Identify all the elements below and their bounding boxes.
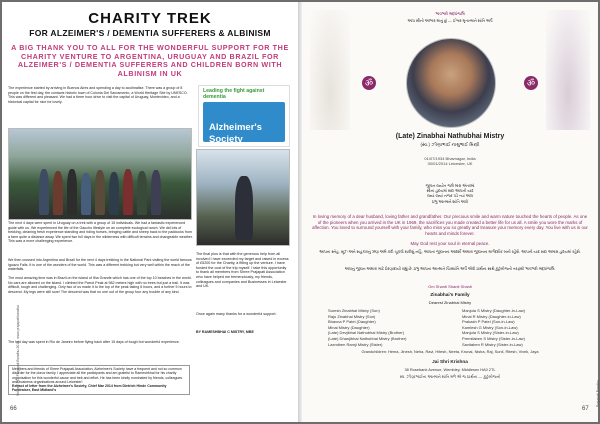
society-letter-text: Members and friends of Shree Prajapati Association, Alzheimer's Society have a frequent and not so common disorder for the donor family. I appreciate all the participants and am grateful to Rameshbhai for his charity organisation for this wonderful cause and trek and effort. He has been kindly nominated by friends, colleagues and business organisations around Leicester! [12, 367, 183, 384]
family-member: Bhavna P Patel (Daughter) [328, 319, 376, 325]
right-vertical-strip [589, 340, 600, 410]
trek-group-photo [8, 128, 192, 220]
fundraising-paragraph: The final plus is that with the generous help from all involved I have exceeded my target and raised in excess of £5200 for the Charity, a fitting up the venture. I have funded the cost of the trip myself. I take this opportunity to thank all members from Shree Prajapati Association who have helped me tremendously, my friends, colleagues and companies and Businesses in Leicester and UK. [196, 252, 289, 289]
family-member: (Late) Devjibhai Nathubhai Mistry (Brother) [328, 330, 405, 336]
deceased-name: (Late) Zinabhai Nathubhai Mistry [395, 133, 505, 140]
verse-line: સૌના હૃદયમાં સદા આપની યાદ [426, 189, 474, 194]
right-vertical-text: Prajapati Bandhu [596, 380, 600, 407]
family-member: Suresh Zinabhai Mistry (Son) [328, 308, 380, 313]
family-member: (Late) Dhanjibhai Nathubhai Mistry (Brother) [328, 335, 407, 341]
family-address: 38 Rosebank Avenue, Wembley, Middlesex HA0 2TL [404, 367, 496, 372]
intro-paragraph: The experience started by arriving in Buenos Aires and spending a day to acclimatise. There was a group of 8 people on the first day, the contacts historic town of Colonia Del Sacramento, a World Heritage Site by UNESCO. This was different and pleasant. We had a three hour drive to visit the capital of Uruguay, Montevideo, and a historical capital for nice for lovely. [8, 86, 188, 104]
om-symbol-right-icon: ॐ [524, 76, 538, 90]
om-symbol-left-icon: ॐ [362, 76, 376, 90]
article-title: CHARITY TREK [88, 10, 212, 27]
left-vertical-strip [4, 282, 20, 402]
logo-tagline: Leading the fight against dementia [203, 88, 265, 100]
deceased-name-gujarati: (સ્વ.) ઝીણાભાઈ નાથુભાઈ મિસ્ત્રી [420, 142, 480, 147]
memorial-verse [302, 184, 598, 205]
family-member: Laxmiben Ramji Mistry (Sister) [328, 341, 383, 347]
family-subheading: Dearest Zinabhai Mistry [428, 300, 472, 305]
logo-word-2: Society [209, 134, 243, 145]
memorial-tribute-english: In loving memory of a dear husband, loving father and grandfather. Our precious smile and warm nature touched the hearts of people. As one of the pioneers when you arrived in the UK in 1969, the sacrifices you made created a better life for us all. A smile you wore the marks of affection. You loved to surround yourself with your family, who miss you so greatly and treasure your memory every day. You live with us in our hearts and minds forever. [312, 214, 588, 236]
society-letter-box [8, 365, 190, 395]
waterfall-photo [196, 149, 290, 246]
article-subtitle: FOR ALZEIMER'S / DEMENTIA SUFFERERS & ALBINISM [29, 28, 271, 38]
jai-shri-krishna: Jai Shri Krishna [432, 359, 468, 364]
family-member: Kamlesh G Mistry (Son-in-Law) [462, 324, 518, 330]
family-member: Manjula S Mistry (Daughter-in-Law) [462, 308, 525, 313]
death-date: 30/01/2014 Leicester, UK [427, 161, 473, 166]
logo-word-1: Alzheimer's [209, 122, 262, 133]
page-number-left: 66 [10, 406, 17, 412]
portrait-photo [406, 38, 496, 128]
logo-mark [203, 102, 285, 145]
family-member: Savitaben R Mistry (Sister-in-Law) [462, 341, 523, 347]
family-list-right [462, 308, 582, 347]
thanks-paragraph: Once again many thanks for a wonderful support. [196, 312, 277, 316]
verse-line: જીવન જ્યોત જલે મારા અંતરમાં [425, 184, 475, 188]
grandchildren-line: Grandchildren: Hema, Jinesh, Neha, Ravi, Hitesh, Neeta, Krunal, Nisha, Raj, Sunil, Ritesh, Vivek, Jaya [361, 349, 539, 354]
family-member: Manjula S Mistry (Sister-in-Law) [462, 330, 519, 336]
trek-paragraph-3: The most amazing time was in Brazil on the island of Ilha Grande which has one of the top 10 beaches in the world. No cars are allowed on the island. I climbed the Parrot Peak at 982 meters high with no trees but just a trail. It was difficult, tough and challenging. Only two of us made it to the top of the peak taking 6 hours, and a further 5 hours to descend. My legs were still sore! The descend was that no one out of the group four any trouble of any kind. [8, 276, 192, 294]
author-signature: BY RAMESHBHAI C MISTRY, MBE [196, 330, 254, 334]
birth-date: 01/07/1934 Bhavnagar, India [424, 156, 476, 161]
life-dates [302, 156, 598, 166]
family-member: Minal R Mistry (Daughter-in-Law) [462, 313, 521, 319]
om-shanti-line: Om Shanti Shanti Shanti [428, 284, 472, 289]
family-member: Raju Zinabhai Mistry (Son) [328, 313, 376, 319]
left-vertical-text: Volume 26 · Prajapati Bandhu 2014, www.prajapatibandhu [16, 305, 20, 396]
trek-paragraph-4: The last day was spent in Rio de Janeiro before flying back after 15 days of tough but wonderful experience. [8, 340, 180, 344]
thank-you-banner: A BIG THANK YOU TO ALL FOR THE WONDERFUL SUPPORT FOR THE CHARITY VENTURE TO ARGENTINA, URUGUAY AND BRAZIL FOR ALZEIMER'S / DEMENTIA SUFFERERS AND CHILDREN BORN WITH ALBINISM IN UK [11, 43, 289, 78]
page-number-right: 67 [582, 406, 589, 412]
family-member: Prakash P Patel (Son-in-Law) [462, 319, 515, 325]
verse-line: જ્યાં જ્યાં નજર પડે ત્યાં આપ [426, 194, 474, 199]
family-member: Premilaben S Mistry (Sister-in-Law) [462, 335, 525, 341]
deity-image-right [546, 10, 590, 130]
right-page [302, 2, 598, 422]
society-letter-signoff: Extract of letter from the Alzheimer's Society, Chief Mar 2014 from Dietrich Hinde Community Fundraiser, East Midland's [12, 384, 167, 393]
trek-paragraph-1: The next 4 days were spent in Uruguay on a trek with a group of 15 individuals. We had a fantastic experienced guide with us. We experienced the life of the Gaucho lifestyle on an complete ecological ranch. We did lots of trekking, cleaning fresh experience standing and riding horses, bringing cattle and sheep back to the paddocks from a farm quite a distance away. We spent two full days in the wilderness with difficult terrains and changeable weather. This was a more challenging experience. [8, 221, 193, 244]
family-heading: Zinabhai's Family [430, 292, 470, 297]
left-page [2, 2, 298, 422]
family-list-left [328, 308, 458, 347]
gujarati-footer-line: સ્વ. ઝીણાભાઈના આત્માને શાંતિ મળે એ જ પ્રાર્થના — કુટુંબીજનો [399, 374, 501, 379]
deity-image-left [310, 10, 350, 130]
gujarati-tribute-1: આપના સ્નેહ, સૂઝ અને સહકારનું ઋણ અમે કદી ચૂકવી શકીશું નહિ. આપના જીવનના આદર્શો અમારા જીવનના માર્ગદર્શક બની રહેશે. આપની યાદ સદા અમારા હૃદયમાં રહેશે. [319, 250, 581, 254]
alzheimers-society-logo [198, 85, 290, 147]
trek-paragraph-2: We then crossed into Argentina and Brazil for the next 4 days trekking in the National Park visiting the world famous Iguazu Falls. It is one of the wonders of the world. This was a different trekking but very well within the reach of the waterfalls. [8, 258, 192, 272]
blessing-line: May God rest your soul in eternal peace. [410, 241, 490, 246]
header-gujarati-2: આપ સૌનો આભાર માનું છું — ઈશ્વર મૃતાત્માને શાંતિ અર્પે [407, 19, 493, 23]
header-gujarati-1: ભાવભરી શ્રદ્ધાંજલિ [435, 12, 465, 16]
verse-line: પ્રભુ આત્માને શાંતિ આપે [431, 199, 469, 204]
family-member: Minal Mistry (Daughter) [328, 324, 370, 330]
gujarati-tribute-2: આપનું જીવન અમારા માટે પ્રેરણાદાયી રહ્યું છે. પ્રભુ આપના આત્માને ચિરશાંતિ અર્પે એવી પ્રાર્થના સાથે કુટુંબીજનો તરફથી ભાવભરી શ્રદ્ધાંજલિ. [344, 267, 556, 271]
